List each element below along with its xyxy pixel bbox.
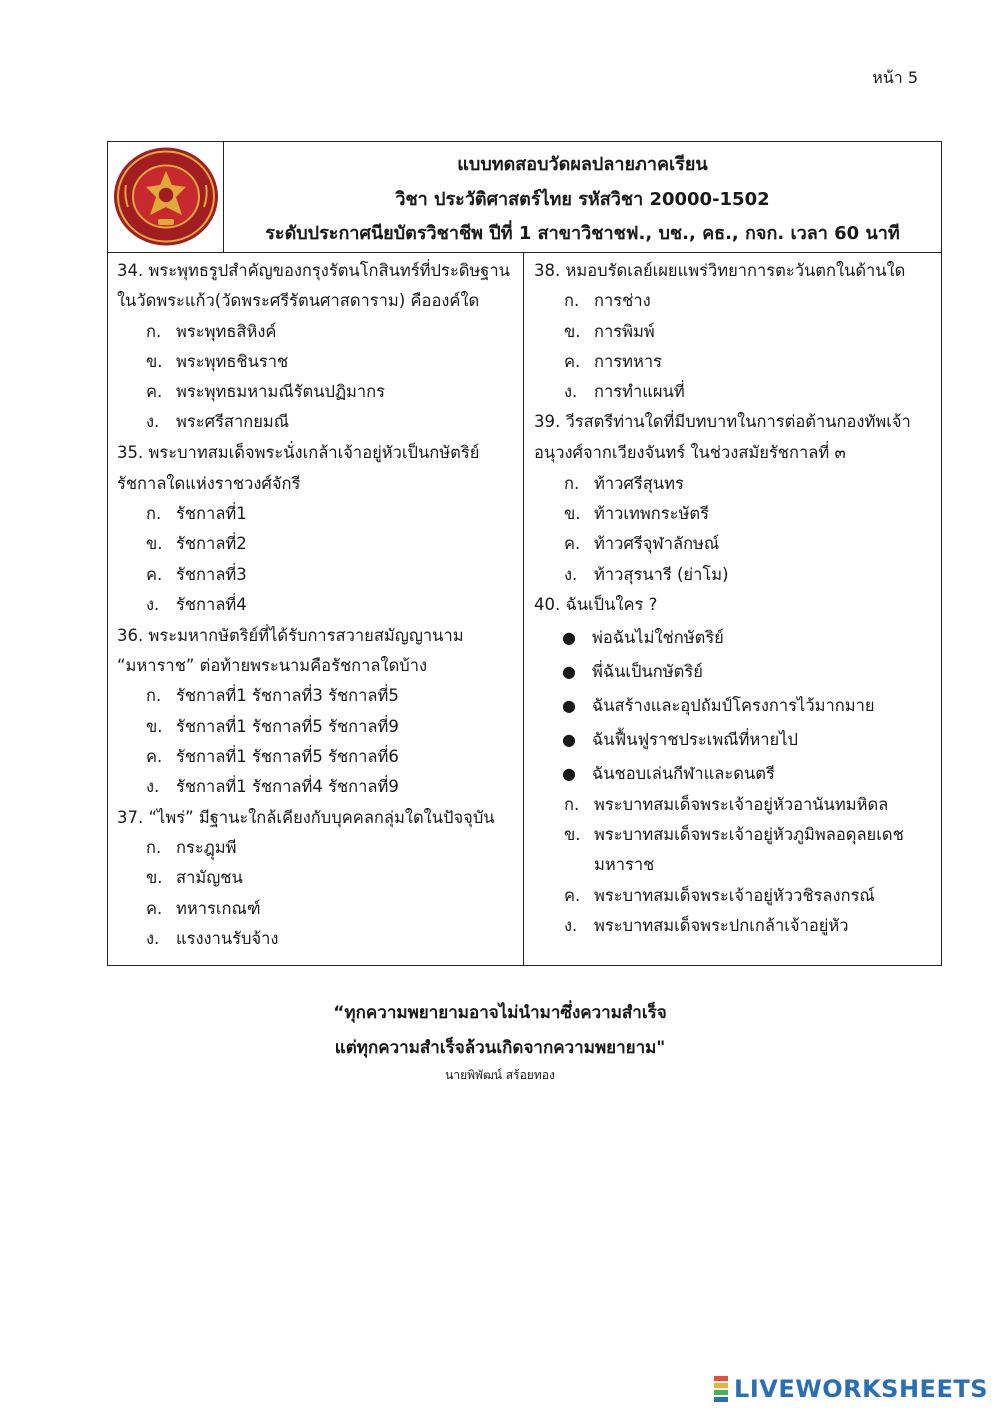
question-40-line1: 40. ฉันเป็นใคร ? (534, 595, 658, 614)
question-35-option-c[interactable] (146, 564, 247, 586)
question-40-clue (562, 627, 724, 649)
option-letter: ข. (146, 534, 163, 553)
option-text: สามัญชน (176, 868, 243, 887)
left-question-column (108, 253, 524, 965)
bullet-icon: ● (562, 696, 576, 715)
liveworksheets-brand[interactable] (714, 1374, 988, 1404)
option-letter: ค. (564, 534, 581, 553)
option-text: รัชกาลที่2 (176, 534, 247, 553)
option-letter: ง. (564, 916, 578, 935)
option-text: พระพุทธชินราช (176, 352, 289, 371)
question-35-option-b[interactable] (146, 533, 247, 555)
question-40-clue (562, 661, 703, 683)
option-text: ท้าวศรีสุนทร (594, 474, 684, 493)
option-text: รัชกาลที่3 (176, 565, 247, 584)
option-text: พระพุทธสิหิงค์ (176, 322, 277, 341)
option-letter: ง. (564, 382, 578, 401)
level-line: ระดับประกาศนียบัตรวิชาชีพ ปีที่ 1 สาขาวิชาชฟ., บช., คธ., กจก. เวลา 60 นาที (265, 223, 900, 244)
option-text: พระพุทธมหามณีรัตนปฏิมากร (176, 382, 386, 401)
question-37-option-a[interactable] (146, 837, 237, 859)
question-36-line1: 36. พระมหากษัตริย์ที่ได้รับการสวายสมัญญานาม (117, 626, 464, 645)
exam-header (108, 142, 941, 253)
question-36-option-b[interactable] (146, 716, 399, 738)
question-35-line2: รัชกาลใดแห่งราชวงศ์จักรี (117, 474, 301, 493)
option-letter: ก. (146, 838, 162, 857)
option-letter: ค. (146, 899, 163, 918)
logo-cell (108, 142, 224, 252)
question-39-option-a[interactable] (564, 473, 684, 495)
liveworksheets-logo-icon (714, 1376, 728, 1402)
question-35-option-a[interactable] (146, 503, 247, 525)
question-40-option-b-cont (564, 854, 654, 876)
college-emblem-icon (112, 145, 220, 248)
option-letter: ก. (564, 474, 580, 493)
option-letter: ก. (146, 504, 162, 523)
question-40-clue (562, 763, 775, 785)
question-39-option-c[interactable] (564, 533, 719, 555)
option-letter: ก. (564, 291, 580, 310)
question-35-line1: 35. พระบาทสมเด็จพระนั่งเกล้าเจ้าอยู่หัวเป็นกษัตริย์ (117, 443, 480, 462)
option-letter: ค. (146, 382, 163, 401)
question-37-option-c[interactable] (146, 898, 261, 920)
option-text: ท้าวสุรนารี (ย่าโม) (594, 565, 729, 584)
option-letter: ง. (146, 412, 160, 431)
motivational-quote-line1: “ทุกความพยายามอาจไม่นำมาซึ่งความสำเร็จ (333, 1003, 667, 1023)
option-text: แรงงานรับจ้าง (176, 929, 279, 948)
option-letter: ก. (146, 322, 162, 341)
question-37-line1: 37. “ไพร่” มีฐานะใกล้เคียงกับบุคคลกลุ่มใดในปัจจุบัน (117, 808, 495, 827)
quote-author: นายพิพัฒน์ สร้อยทอง (445, 1068, 555, 1082)
option-text: ทหารเกณฑ์ (176, 899, 261, 918)
option-text: พระศรีสากยมณี (176, 412, 290, 431)
option-letter: ข. (146, 717, 163, 736)
question-38-option-a[interactable] (564, 290, 651, 312)
option-letter: ง. (564, 565, 578, 584)
clue-text: พี่ฉันเป็นกษัตริย์ (592, 662, 703, 681)
option-letter: ค. (146, 565, 163, 584)
clue-text: ฉันชอบเล่นกีฬาและดนตรี (592, 764, 775, 783)
option-text: การช่าง (594, 291, 651, 310)
option-letter: ข. (564, 825, 581, 844)
exam-table (107, 141, 942, 966)
right-question-column (524, 253, 941, 965)
clue-text: พ่อฉันไม่ใช่กษัตริย์ (592, 628, 724, 647)
option-letter: ง. (146, 929, 160, 948)
option-text: การทำแผนที่ (594, 382, 685, 401)
option-letter: ค. (146, 747, 163, 766)
option-text: พระบาทสมเด็จพระเจ้าอยู่หัววชิรลงกรณ์ (594, 886, 875, 905)
option-text: การพิมพ์ (594, 322, 655, 341)
question-34-option-a[interactable] (146, 321, 276, 343)
question-39-option-b[interactable] (564, 503, 709, 525)
question-34-option-d[interactable] (146, 411, 289, 433)
question-38-option-b[interactable] (564, 321, 655, 343)
option-letter: ง. (146, 777, 160, 796)
question-38-line1: 38. หมอบรัดเลย์เผยแพร่วิทยาการตะวันตกในด้านใด (534, 261, 906, 280)
question-34-option-c[interactable] (146, 381, 385, 403)
option-text: กระฎุมพี (176, 838, 237, 857)
bullet-icon: ● (562, 730, 576, 749)
option-letter: ข. (146, 352, 163, 371)
question-39-line2: อนุวงศ์จากเวียงจันทร์ ในช่วงสมัยรัชกาลที่ ๓ (534, 443, 846, 462)
clue-text: ฉันสร้างและอุปถัมป์โครงการไว้มากมาย (592, 696, 875, 715)
question-36-line2: “มหาราช” ต่อท้ายพระนามคือรัชกาลใดบ้าง (117, 656, 428, 675)
bullet-icon: ● (562, 764, 576, 783)
question-35-option-d[interactable] (146, 594, 247, 616)
bullet-icon: ● (562, 628, 576, 647)
brand-name: LIVEWORKSHEETS (734, 1375, 988, 1403)
bullet-icon: ● (562, 662, 576, 681)
question-40-option-b[interactable] (564, 824, 904, 846)
option-text: รัชกาลที่1 รัชกาลที่5 รัชกาลที่9 (176, 717, 399, 736)
option-text: รัชกาลที่4 (176, 595, 247, 614)
option-text: การทหาร (594, 352, 662, 371)
question-40-option-a[interactable] (564, 794, 888, 816)
option-text: พระบาทสมเด็จพระปกเกล้าเจ้าอยู่หัว (594, 916, 849, 935)
option-letter: ง. (146, 595, 160, 614)
question-37-option-b[interactable] (146, 867, 243, 889)
option-text: รัชกาลที่1 รัชกาลที่4 รัชกาลที่9 (176, 777, 399, 796)
option-letter: ก. (564, 795, 580, 814)
question-34-line1: 34. พระพุทธรูปสำคัญของกรุงรัตนโกสินทร์ที่ประดิษฐาน (117, 261, 510, 280)
question-38-option-d[interactable] (564, 381, 685, 403)
question-40-clue (562, 729, 798, 751)
question-36-option-d[interactable] (146, 776, 399, 798)
question-38-option-c[interactable] (564, 351, 662, 373)
option-letter: ก. (146, 686, 162, 705)
option-letter: ค. (564, 352, 581, 371)
question-34-option-b[interactable] (146, 351, 288, 373)
option-text: รัชกาลที่1 (176, 504, 247, 523)
question-40-option-d[interactable] (564, 915, 849, 937)
option-letter: ข. (146, 868, 163, 887)
title-cell (224, 142, 941, 252)
motivational-quote-line2: แต่ทุกความสำเร็จล้วนเกิดจากความพยายาม" (334, 1038, 666, 1058)
question-40-clue (562, 695, 875, 717)
option-text: มหาราช (594, 855, 655, 874)
question-34-line2: ในวัดพระแก้ว(วัดพระศรีรัตนศาสดาราม) คือองค์ใด (117, 291, 480, 310)
option-text: ท้าวเทพกระษัตรี (594, 504, 709, 523)
option-letter: ค. (564, 886, 581, 905)
subject-line: วิชา ประวัติศาสตร์ไทย รหัสวิชา 20000-1502 (395, 189, 770, 210)
option-letter: ข. (564, 322, 581, 341)
question-36-option-a[interactable] (146, 685, 399, 707)
option-text: พระบาทสมเด็จพระเจ้าอยู่หัวภูมิพลอดุลยเดช (594, 825, 904, 844)
clue-text: ฉันฟื้นฟูราชประเพณีที่หายไป (592, 730, 798, 749)
option-letter: ข. (564, 504, 581, 523)
option-text: ท้าวศรีจุฬาลักษณ์ (594, 534, 720, 553)
option-text: รัชกาลที่1 รัชกาลที่3 รัชกาลที่5 (176, 686, 399, 705)
question-37-option-d[interactable] (146, 928, 278, 950)
page-number: หน้า 5 (872, 68, 918, 87)
option-text: รัชกาลที่1 รัชกาลที่5 รัชกาลที่6 (176, 747, 399, 766)
question-40-option-c[interactable] (564, 885, 875, 907)
question-36-option-c[interactable] (146, 746, 399, 768)
exam-title: แบบทดสอบวัดผลปลายภาคเรียน (457, 154, 708, 175)
option-text: พระบาทสมเด็จพระเจ้าอยู่หัวอานันทมหิดล (594, 795, 889, 814)
question-39-line1: 39. วีรสตรีท่านใดที่มีบทบาทในการต่อต้านกองทัพเจ้า (534, 412, 911, 431)
question-39-option-d[interactable] (564, 564, 729, 586)
